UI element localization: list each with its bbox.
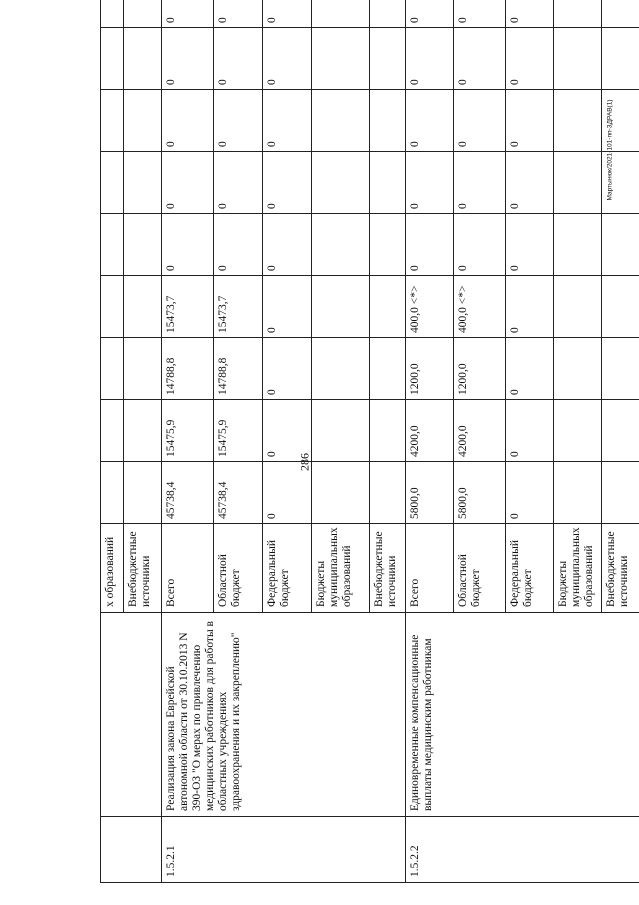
funding-source-cell: Областной бюджет <box>454 524 506 613</box>
amount-cell <box>370 338 406 400</box>
amount-cell: 0 <box>406 0 454 28</box>
amount-cell <box>312 400 370 462</box>
amount-cell <box>312 338 370 400</box>
amount-cell <box>312 276 370 338</box>
amount-cell <box>370 90 406 152</box>
amount-cell: 0 <box>162 152 214 214</box>
amount-cell: 45738,4 <box>214 462 263 524</box>
amount-cell <box>101 28 124 90</box>
amount-cell <box>370 400 406 462</box>
amount-cell: 0 <box>214 28 263 90</box>
amount-cell: 15475,9 <box>162 400 214 462</box>
page-number-text: 286 <box>297 453 312 471</box>
amount-cell: 400,0 <*> <box>406 276 454 338</box>
amount-cell <box>312 28 370 90</box>
amount-cell: 0 <box>162 28 214 90</box>
amount-cell <box>370 462 406 524</box>
amount-cell: 0 <box>263 462 312 524</box>
amount-cell: 0 <box>263 400 312 462</box>
measure-code-cell: 1.5.2.1 <box>162 817 406 883</box>
amount-cell: 1200,0 <box>406 338 454 400</box>
amount-cell <box>370 28 406 90</box>
funding-table-body <box>101 0 639 883</box>
funding-source-cell: Всего <box>162 524 214 613</box>
amount-cell <box>312 462 370 524</box>
amount-cell: 14788,8 <box>162 338 214 400</box>
amount-cell: 0 <box>263 0 312 28</box>
amount-cell <box>101 338 124 400</box>
amount-cell: 0 <box>506 462 554 524</box>
amount-cell <box>124 400 162 462</box>
footer-document-code-text: Мартынюк/2021-101-пп-ЗДРАВ(1) <box>606 99 614 201</box>
amount-cell <box>124 28 162 90</box>
amount-cell: 0 <box>263 28 312 90</box>
funding-source-cell: Бюджеты муниципальных образований <box>554 524 602 613</box>
amount-cell: 45738,4 <box>162 462 214 524</box>
amount-cell: 0 <box>454 152 506 214</box>
funding-source-cell: Федеральный бюджет <box>263 524 312 613</box>
amount-cell <box>312 0 370 28</box>
amount-cell <box>370 0 406 28</box>
amount-cell: 0 <box>506 214 554 276</box>
amount-cell <box>312 90 370 152</box>
amount-cell: 0 <box>162 90 214 152</box>
funding-source-cell: Бюджеты муниципальных образований <box>312 524 370 613</box>
amount-cell: 0 <box>214 152 263 214</box>
amount-cell <box>101 462 124 524</box>
amount-cell <box>370 276 406 338</box>
amount-cell: 5800,0 <box>406 462 454 524</box>
amount-cell <box>554 214 602 276</box>
amount-cell: 0 <box>506 0 554 28</box>
amount-cell: 0 <box>454 214 506 276</box>
amount-cell: 0 <box>406 214 454 276</box>
amount-cell <box>101 276 124 338</box>
amount-cell <box>124 276 162 338</box>
measure-code-cell: 1.5.2.2 <box>406 817 639 883</box>
amount-cell <box>124 0 162 28</box>
amount-cell: 0 <box>506 400 554 462</box>
amount-cell: 4200,0 <box>454 400 506 462</box>
amount-cell <box>554 338 602 400</box>
funding-source-cell: Внебюджетные источники <box>124 524 162 613</box>
amount-cell: 4200,0 <box>406 400 454 462</box>
table-row <box>101 0 124 883</box>
amount-cell <box>101 400 124 462</box>
amount-cell: 0 <box>162 214 214 276</box>
amount-cell <box>554 400 602 462</box>
amount-cell <box>370 152 406 214</box>
amount-cell <box>602 276 639 338</box>
amount-cell: 0 <box>454 28 506 90</box>
amount-cell: 5800,0 <box>454 462 506 524</box>
amount-cell: 1200,0 <box>454 338 506 400</box>
amount-cell <box>554 28 602 90</box>
amount-cell <box>602 462 639 524</box>
amount-cell: 0 <box>406 28 454 90</box>
amount-cell <box>101 214 124 276</box>
amount-cell <box>312 152 370 214</box>
funding-source-cell: Всего <box>406 524 454 613</box>
amount-cell <box>602 214 639 276</box>
amount-cell: 0 <box>263 214 312 276</box>
funding-table <box>100 0 639 883</box>
amount-cell <box>101 90 124 152</box>
amount-cell: 0 <box>454 90 506 152</box>
amount-cell: 0 <box>214 90 263 152</box>
amount-cell <box>554 152 602 214</box>
amount-cell <box>554 0 602 28</box>
amount-cell: 0 <box>263 90 312 152</box>
amount-cell: 0 <box>406 90 454 152</box>
amount-cell <box>554 276 602 338</box>
amount-cell: 0 <box>263 276 312 338</box>
measure-title-cell: Единовременные компенсационные выплаты медицинским работникам <box>406 613 639 817</box>
amount-cell: 0 <box>506 152 554 214</box>
amount-cell: 0 <box>214 214 263 276</box>
amount-cell <box>602 90 639 152</box>
amount-cell: 0 <box>263 338 312 400</box>
funding-source-cell: Федеральный бюджет <box>506 524 554 613</box>
amount-cell <box>124 152 162 214</box>
amount-cell <box>602 0 639 28</box>
measure-title-cell: Реализация закона Еврейской автономной области от 30.10.2013 N 390-ОЗ "О мерах по привлечению медицинских работников для работы в областных учреждениях здравоохранения и их закреплению" <box>162 613 406 817</box>
amount-cell: 15473,7 <box>162 276 214 338</box>
amount-cell: 0 <box>506 276 554 338</box>
amount-cell: 400,0 <*> <box>454 276 506 338</box>
amount-cell: 14788,8 <box>214 338 263 400</box>
amount-cell: 0 <box>506 28 554 90</box>
amount-cell <box>124 90 162 152</box>
amount-cell <box>124 462 162 524</box>
amount-cell: 0 <box>406 152 454 214</box>
amount-cell <box>124 338 162 400</box>
amount-cell: 0 <box>263 152 312 214</box>
amount-cell <box>554 90 602 152</box>
continuation-title-cell <box>101 613 162 817</box>
amount-cell: 15473,7 <box>214 276 263 338</box>
table-row <box>162 0 214 883</box>
amount-cell <box>124 214 162 276</box>
amount-cell <box>602 400 639 462</box>
amount-cell: 0 <box>506 338 554 400</box>
amount-cell <box>602 338 639 400</box>
funding-source-cell: Областной бюджет <box>214 524 263 613</box>
table-row <box>406 0 454 883</box>
amount-cell: 15475,9 <box>214 400 263 462</box>
funding-source-cell: Внебюджетные источники <box>370 524 406 613</box>
continuation-code-cell <box>101 817 162 883</box>
amount-cell <box>312 214 370 276</box>
amount-cell: 0 <box>506 90 554 152</box>
amount-cell: 0 <box>454 0 506 28</box>
amount-cell <box>101 0 124 28</box>
amount-cell <box>602 152 639 214</box>
amount-cell: 0 <box>214 0 263 28</box>
funding-source-cell: Внебюджетные источники <box>602 524 639 613</box>
amount-cell <box>370 214 406 276</box>
funding-source-cell: х образований <box>101 524 124 613</box>
amount-cell <box>602 28 639 90</box>
amount-cell: 0 <box>162 0 214 28</box>
amount-cell <box>101 152 124 214</box>
amount-cell <box>554 462 602 524</box>
